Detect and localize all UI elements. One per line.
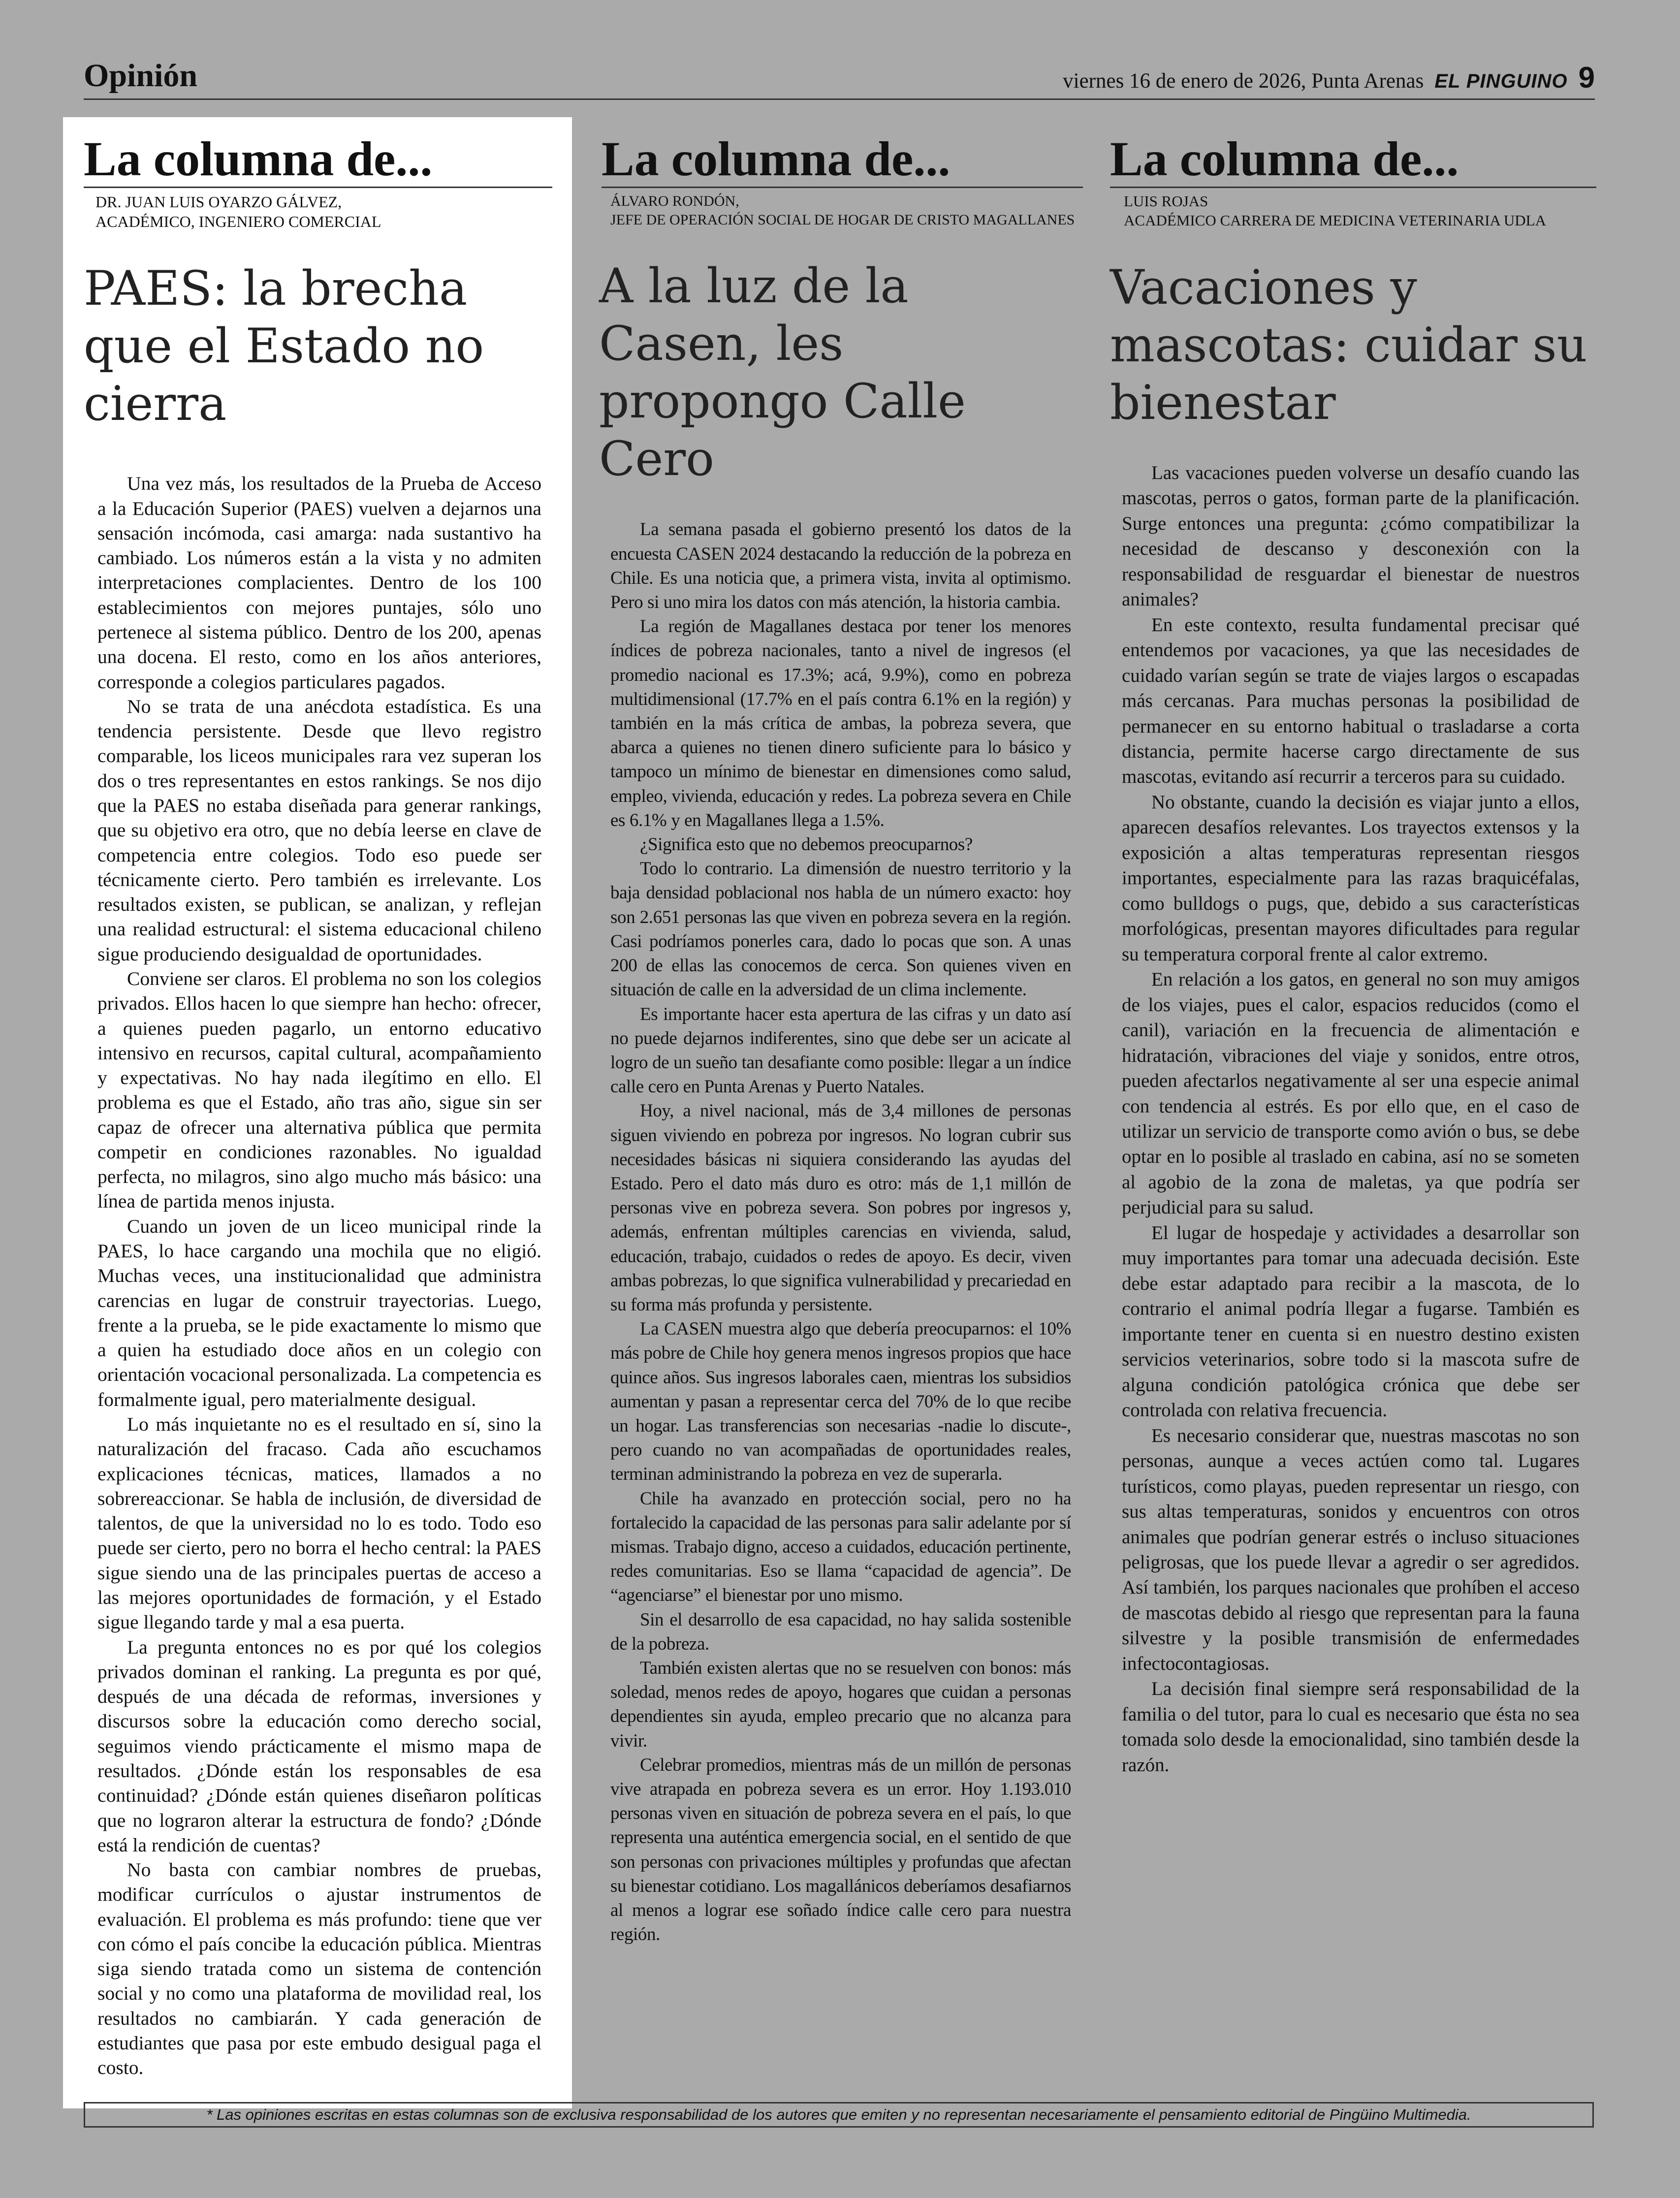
column-body [84,471,552,2080]
column-3 [1110,117,1596,2096]
brand-logo: EL PINGUINO [1434,70,1568,92]
masthead-right [1063,61,1595,95]
body-paragraph: Todo lo contrario. La dimensión de nuestro territorio y la baja densidad poblacional nos habla de un número exacto: hoy son 2.651 personas las que viven en pobreza severa en la región. Casi podríamos ponerles cara, dado lo pocas que son. A unas 200 de ellas las conocemos de cerca. Son quienes viven en situación de calle en la adversidad de un clima inclemente. [610,859,1071,1000]
page-number: 9 [1578,61,1595,94]
column-headline: A la luz de la Casen, les propongo Calle Cero [599,258,966,487]
body-paragraph: La pregunta entonces no es por qué los colegios privados dominan el ranking. La pregunta es por qué, después de una década de reformas, inversiones y discursos sobre la educación como derecho social, seguimos viendo prácticamente el mismo mapa de resultados. ¿Dónde están los responsables de esa continuidad? ¿Dónde están quienes diseñaron políticas que no lograron alterar la estructura de fondo? ¿Dónde está la rendición de cuentas? [97,1636,541,1856]
column-author [84,192,552,231]
column-kicker: La columna de... [1110,134,1596,188]
column-headline: Vacaciones y mascotas: cuidar su bienestar [1110,259,1587,430]
column-1 [63,117,572,2108]
column-author [1124,192,1596,230]
body-paragraph: Chile ha avanzado en protección social, pero no ha fortalecido la capacidad de las personas para salir adelante por sí mismas. Trabajo digno, acceso a cuidados, educación pertinente, redes comunitarias. Eso se llama “capacidad de agencia”. De “agenciarse” el bienestar por uno mismo. [610,1488,1071,1606]
column-kicker: La columna de... [84,134,552,188]
body-paragraph: No basta con cambiar nombres de pruebas, modificar currículos o ajustar instrumentos de evaluación. El problema es más profundo: tiene que ver con cómo el país concibe la educación pública. Mientras siga siendo tratada como un sistema de contención social y no como una plataforma de movilidad real, los resultados no cambiarán. Y cada generación de estudiantes que pasa por este embudo desigual paga el costo. [97,1859,541,2079]
body-paragraph: El lugar de hospedaje y actividades a desarrollar son muy importantes para tomar una adecuada decisión. Este debe estar adaptado para recibir a la mascota, de lo contrario el animal podría llegar a fugarse. También es importante tener en cuenta si en nuestro destino existen servicios veterinarios, sobre todo si la mascota sufre de alguna condición patológica crónica que debe ser controlada con relativa frecuencia. [1122,1222,1580,1421]
body-paragraph: También existen alertas que no se resuelven con bonos: más soledad, menos redes de apoyo, hogares que cuidan a personas dependientes sin ayuda, empleo precario que no alcanza para vivir. [610,1657,1071,1751]
author-title: ACADÉMICO, INGENIERO COMERCIAL [95,213,381,230]
body-paragraph: En relación a los gatos, en general no son muy amigos de los viajes, pues el calor, espacios reducidos (como el canil), variación en la frecuencia de alimentación e hidratación, vibraciones del viaje y sonidos, entre otros, pueden afectarlos negativamente al ser una especie animal con tendencia al estrés. Es por ello que, en el caso de utilizar un servicio de transporte como avión o bus, se debe optar en lo posible al traslado en cabina, así no se someten al agobio de la zona de maletas, ya que podría ser perjudicial para su salud. [1122,969,1580,1218]
body-paragraph: No obstante, cuando la decisión es viajar junto a ellos, aparecen desafíos relevantes. Los trayectos extensos y la exposición a altas temperaturas representan riesgos importantes, especialmente para las razas braquicéfalas, como bulldogs o pugs, que, debido a sus características morfológicas, presentan mayores dificultades para regular su temperatura corporal frente al calor extremo. [1122,791,1580,965]
column-kicker: La columna de... [602,134,1083,188]
body-paragraph: No se trata de una anécdota estadística. Es una tendencia persistente. Desde que llevo registro comparable, los liceos municipales rara vez superan los dos o tres representantes en estos rankings. Se nos dijo que la PAES no estaba diseñada para generar rankings, que su objetivo era otro, que no debía leerse en clave de competencia entre colegios. Todo eso puede ser técnicamente cierto. Pero también es irrelevante. Los resultados existen, se publican, se analizan, y reflejan una realidad estructural: el sistema educacional chileno sigue produciendo desigualdad de oportunidades. [97,695,541,965]
author-title: ACADÉMICO CARRERA DE MEDICINA VETERINARIA UDLA [1124,211,1546,229]
column-2 [597,117,1083,2096]
body-paragraph: La CASEN muestra algo que debería preocuparnos: el 10% más pobre de Chile hoy genera menos ingresos propios que hace quince años. Sus ingresos laborales caen, mientras los subsidios aumentan y pasan a representar cerca del 70% de lo que recibe un hogar. Las transferencias son necesarias -nadie lo discute-, pero cuando no van acompañadas de oportunidades reales, terminan administrando la pobreza en vez de superarla. [610,1319,1071,1485]
body-paragraph: Cuando un joven de un liceo municipal rinde la PAES, lo hace cargando una mochila que no eligió. Muchas veces, una institucionalidad que administra carencias en lugar de construir trayectorias. Luego, frente a la prueba, se le pide exactamente lo mismo que a quien ha estudiado doce años en un colegio con orientación vocacional personalizada. La competencia es formalmente igual, pero materialmente desigual. [97,1215,541,1410]
dateline: viernes 16 de enero de 2026, Punta Arenas [1063,69,1424,93]
body-paragraph: Es importante hacer esta apertura de las cifras y un dato así no puede dejarnos indiferentes, sino que debe ser un acicate al logro de un sueño tan desafiante como posible: llegar a un índice calle cero en Punta Arenas y Puerto Natales. [610,1004,1071,1097]
author-name: LUIS ROJAS [1124,192,1208,210]
body-paragraph: Las vacaciones pueden volverse un desafío cuando las mascotas, perros o gatos, forman parte de la planificación. Surge entonces una pregunta: ¿cómo compatibilizar la necesidad de descanso y desconexión con la responsabilidad de resguardar el bienestar de nuestros animales? [1122,462,1580,610]
body-paragraph: Celebrar promedios, mientras más de un millón de personas vive atrapada en pobreza severa es un error. Hoy 1.193.010 personas viven en situación de pobreza severa en el país, lo que representa una auténtica emergencia social, en el sentido de que son personas con privaciones múltiples y profundas que afectan su bienestar cotidiano. Los magallánicos deberíamos desafiarnos al menos a lograr ese soñado índice calle cero para nuestra región. [610,1754,1071,1945]
body-paragraph: La semana pasada el gobierno presentó los datos de la encuesta CASEN 2024 destacando la reducción de la pobreza en Chile. Es una noticia que, a primera vista, invita al optimismo. Pero si uno mira los datos con más atención, la historia cambia. [610,519,1071,613]
column-body [1110,460,1596,1778]
body-paragraph: Sin el desarrollo de esa capacidad, no hay salida sostenible de la pobreza. [610,1609,1071,1654]
body-paragraph: Lo más inquietante no es el resultado en sí, sino la naturalización del fracaso. Cada año escuchamos explicaciones técnicas, matices, llamados a no sobrereaccionar. Se habla de inclusión, de diversidad de talentos, de que la universidad no lo es todo. Todo eso puede ser cierto, pero no borra el hecho central: la PAES sigue siendo una de las principales puertas de acceso a las mejores oportunidades de formación, y el Estado sigue llegando tarde y mal a esa puerta. [97,1413,541,1633]
author-title: JEFE DE OPERACIÓN SOCIAL DE HOGAR DE CRISTO MAGALLANES [610,211,1075,228]
author-name: DR. JUAN LUIS OYARZO GÁLVEZ, [95,193,342,211]
body-paragraph: Hoy, a nivel nacional, más de 3,4 millones de personas siguen viviendo en pobreza por ingresos. No logran cubrir sus necesidades básicas ni siquiera considerando las ayudas del Estado. Pero el dato más duro es otro: más de 1,1 millón de personas vive en pobreza severa. Son pobres por ingresos y, además, enfrentan múltiples carencias en vivienda, salud, educación, trabajo, cuidados o redes de apoyo. Es decir, viven ambas pobrezas, lo que significa vulnerabilidad y precariedad en su forma más profunda y persistente. [610,1101,1071,1315]
column-body [597,517,1083,1946]
body-paragraph: La región de Magallanes destaca por tener los menores índices de pobreza nacionales, tanto a nivel de ingresos (el promedio nacional es 17.3%; acá, 9.9%), como en pobreza multidimensional (17.7% en el país contra 6.1% en la región) y también en la más crítica de ambas, la pobreza severa, que abarca a quienes no tienen dinero suficiente para lo básico y tampoco un mínimo de bienestar en dimensiones como salud, empleo, vivienda, educación y redes. La pobreza severa en Chile es 6.1% y en Magallanes llega a 1.5%. [610,616,1071,830]
body-paragraph: Conviene ser claros. El problema no son los colegios privados. Ellos hacen lo que siempre han hecho: ofrecer, a quienes pueden pagarlo, un entorno educativo intensivo en recursos, capital cultural, acompañamiento y expectativas. No hay nada ilegítimo en ello. El problema es que el Estado, año tras año, sigue sin ser capaz de ofrecer una alternativa pública que permita competir en condiciones razonables. No igualdad perfecta, no milagros, sino algo mucho más básico: una línea de partida menos injusta. [97,967,541,1212]
section-title: Opinión [84,58,198,94]
body-paragraph: La decisión final siempre será responsabilidad de la familia o del tutor, para lo cual es necesario que ésta no sea tomada solo desde la emocionalidad, sino también desde la razón. [1122,1678,1580,1776]
column-author [610,192,1083,229]
column-headline: PAES: la brecha que el Estado no cierra [84,261,484,432]
body-paragraph: En este contexto, resulta fundamental precisar qué entendemos por vacaciones, ya que las necesidades de cuidado varían según se trate de viajes largos o escapadas más cercanas. Para muchas personas la posibilidad de permanecer en su entorno habitual o trasladarse a corta distancia, permite hacerse cargo directamente de sus mascotas, evitando así recurrir a terceros para su cuidado. [1122,614,1580,788]
disclaimer-text: * Las opiniones escritas en estas columnas son de exclusiva responsabilidad de los autores que emiten y no representan necesariamente el pensamiento editorial de Pingüino Multimedia. [206,2106,1471,2123]
disclaimer-box [84,2102,1594,2128]
page-header [84,59,1595,100]
body-paragraph: Es necesario considerar que, nuestras mascotas no son personas, aunque a veces actúen como tal. Lugares turísticos, como playas, pueden representar un riesgo, con sus altas temperaturas, sonidos y encuentros con otros animales que podrían generar estrés o incluso situaciones peligrosas, que los puede llevar a agredir o ser agredidos. Así también, los parques nacionales que prohíben el acceso de mascotas debido al riesgo que representan para la fauna silvestre y la posible transmisión de enfermedades infectocontagiosas. [1122,1425,1580,1674]
body-paragraph: ¿Significa esto que no debemos preocuparnos? [640,834,973,855]
body-paragraph: Una vez más, los resultados de la Prueba de Acceso a la Educación Superior (PAES) vuelven a dejarnos una sensación incómoda, casi amarga: nada sustantivo ha cambiado. Los números están a la vista y no admiten interpretaciones complacientes. Dentro de los 100 establecimientos con mejores puntajes, sólo uno pertenece al sistema público. Dentro de los 200, apenas una docena. El resto, como en los años anteriores, corresponde a colegios particulares pagados. [97,473,541,693]
author-name: ÁLVARO RONDÓN, [610,193,739,209]
